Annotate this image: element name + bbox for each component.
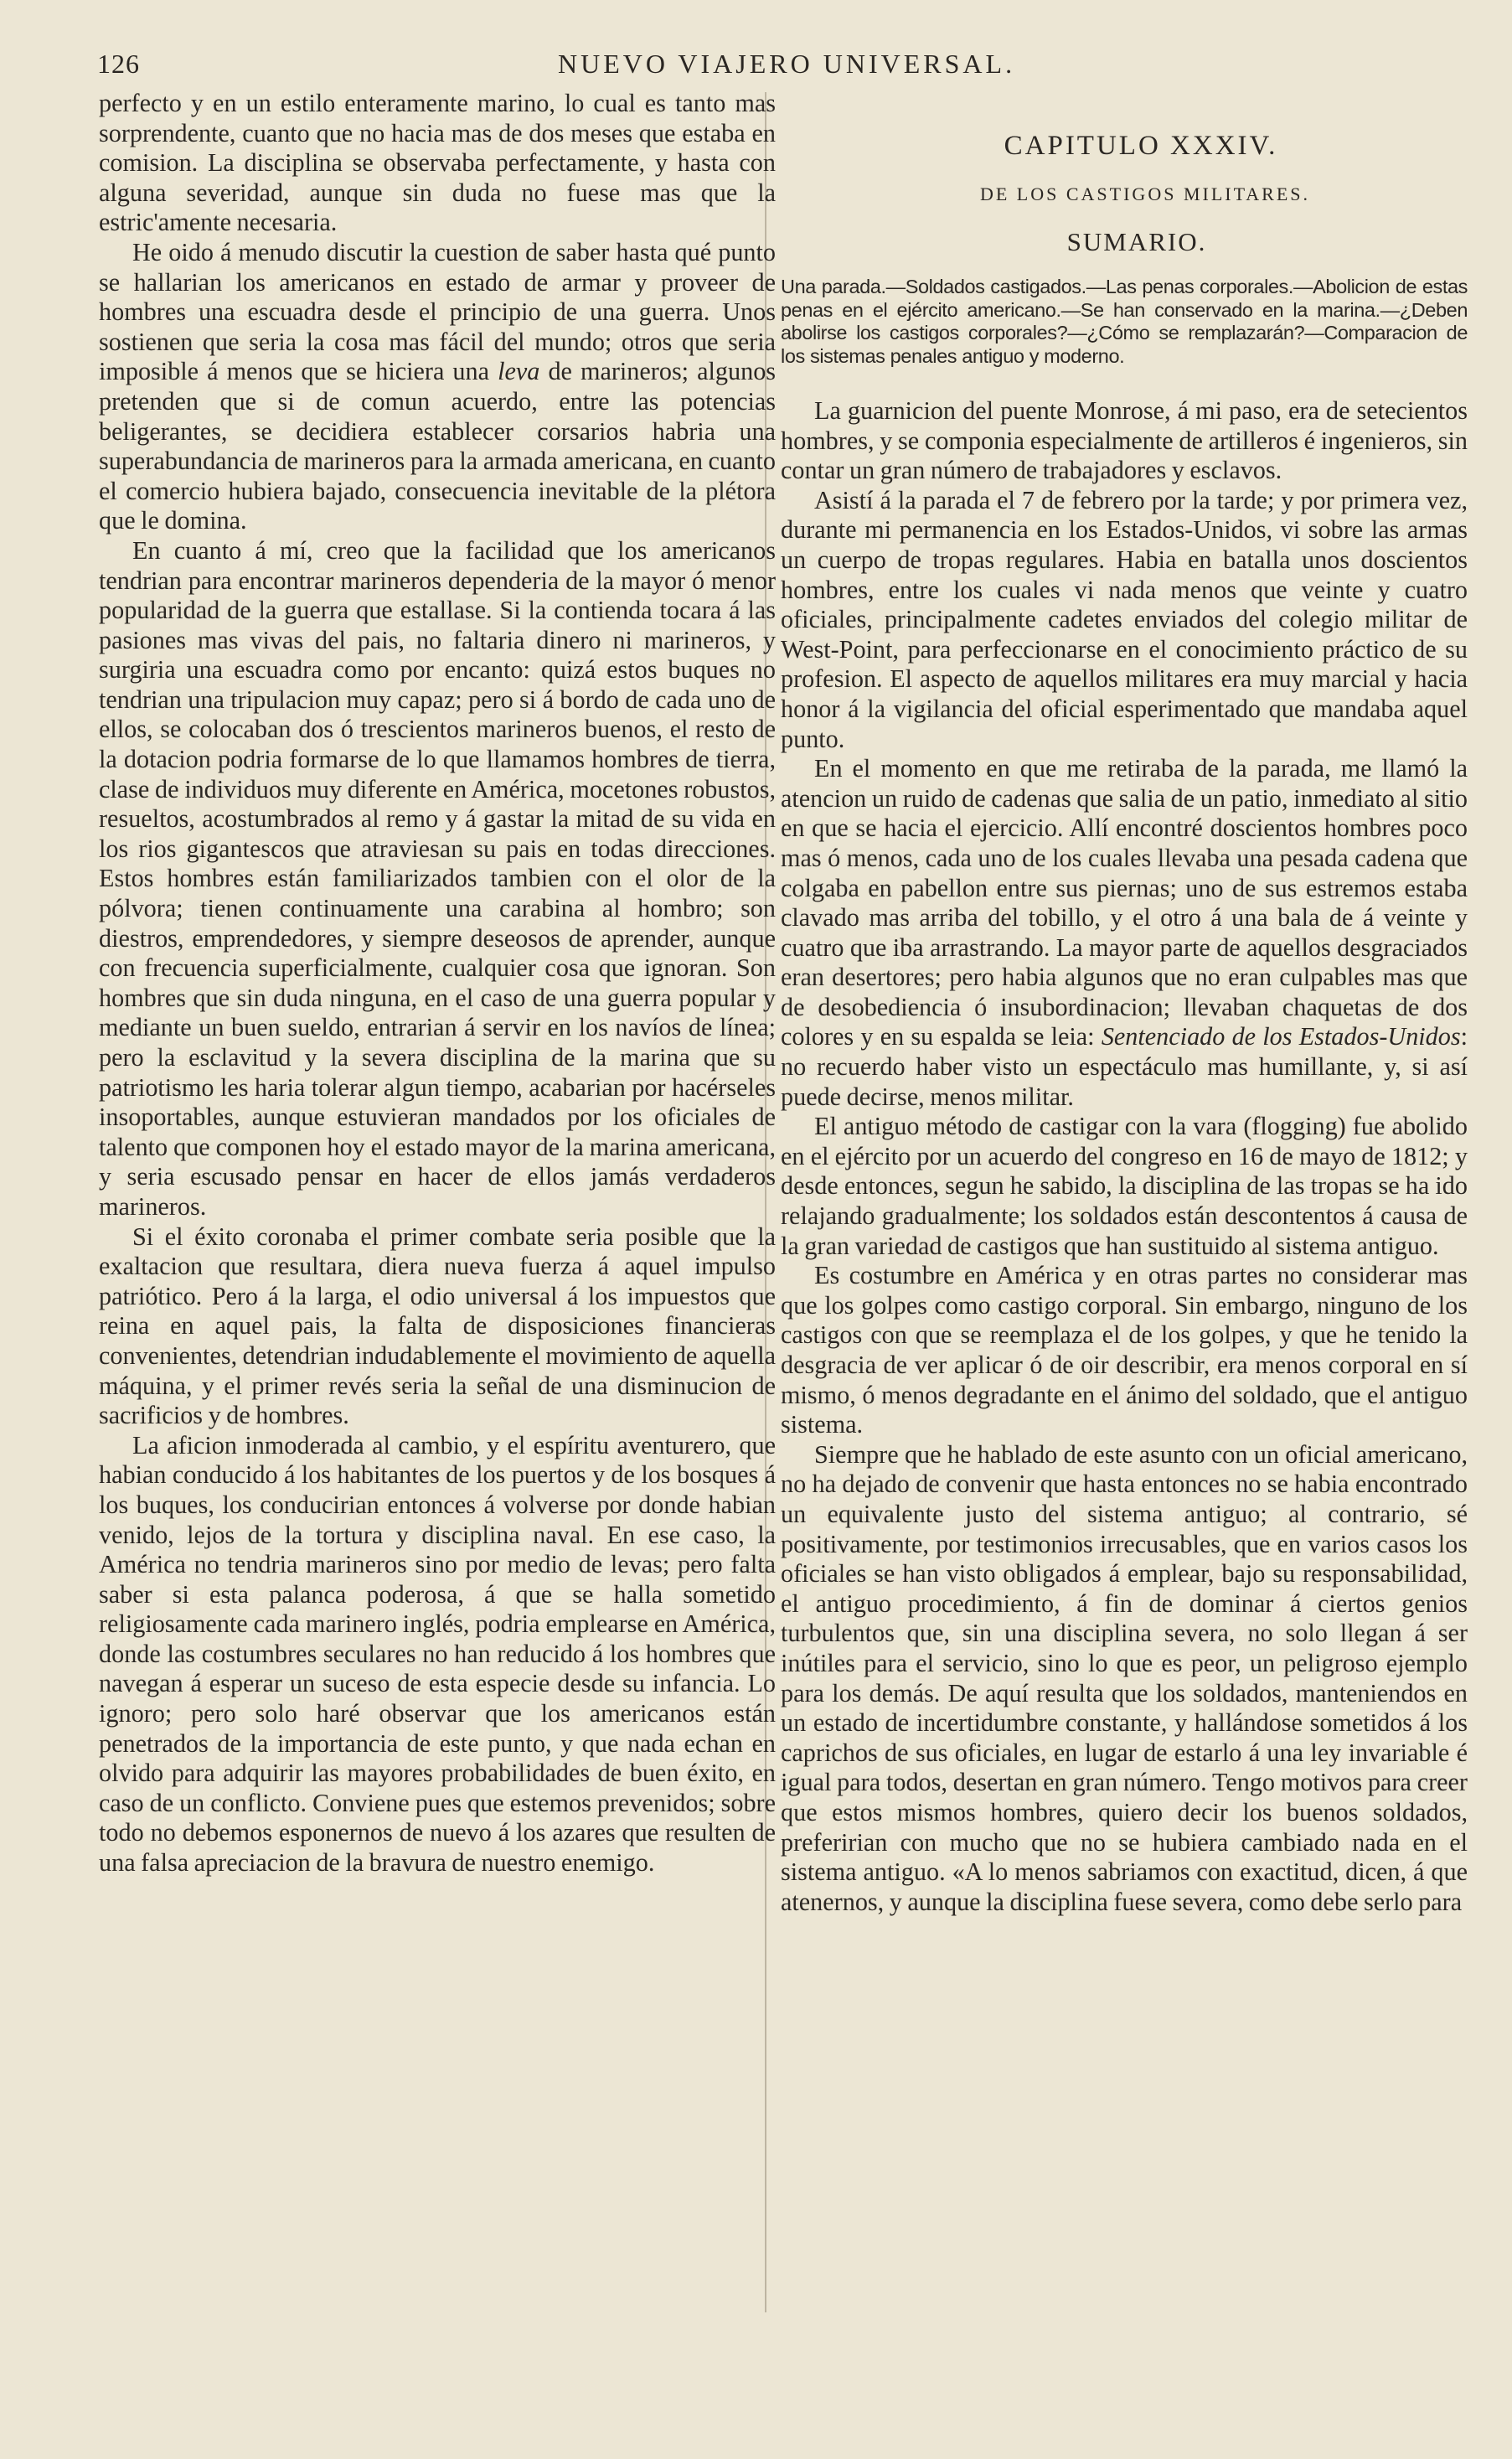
chapter-title: CAPITULO XXXIV.: [1004, 131, 1278, 161]
page-number: 126: [97, 49, 140, 79]
running-title: NUEVO VIAJERO UNIVERSAL.: [558, 49, 1016, 79]
text-run: : no recuerdo haber visto un espectáculo mas humillante, y, si así puede decirse, menos militar.: [781, 1022, 1468, 1111]
italic-term: leva: [498, 357, 540, 386]
left-column: [99, 89, 776, 1878]
paragraph: Es costumbre en América y en otras partes no considerar mas que los golpes como castigo corporal. Sin embargo, ninguno de los castigos con que se reemplaza el de los golpes, y que he tenido la desgracia de ver aplicar ó de oir describir, era menos corporal en sí mismo, ó menos degradante en el ánimo del soldado, que el antiguo sistema.: [781, 1261, 1468, 1439]
paragraph: Siempre que he hablado de este asunto con un oficial americano, no ha dejado de convenir que hasta entonces no se habia encontrado un equivalente justo del sistema antiguo; al contrario, sé positivamente, por testimonios irrecusables, que en varios casos los oficiales se han visto obligados á emplear, bajo su responsabilidad, el antiguo procedimiento, á fin de dominar á ciertos genios turbulentos que, sin una disciplina severa, no solo llegan á ser inútiles para el servicio, sino lo que es peor, un peligroso ejemplo para los demás. De aquí resulta que los soldados, manteniendos en un estado de incertidumbre constante, y hallándose sometidos á los caprichos de sus oficiales, en lugar de estarlo á una ley invariable é igual para todos, desertan en gran número. Tengo motivos para creer que estos mismos hombres, quiero decir los buenos soldados, preferirian con mucho que no se hubiera cambiado nada en el sistema antiguo. «A lo menos sabriamos con exactitud, dicen, á que atenernos, y aunque la disciplina fuese severa, como debe serlo para: [781, 1439, 1468, 1916]
paragraph: Asistí á la parada el 7 de febrero por la tarde; y por primera vez, durante mi permanencia en los Estados-Unidos, vi sobre las armas un cuerpo de tropas regulares. Habia en batalla unos doscientos hombres, entre los cuales vi nada menos que veinte y cuatro oficiales, principalmente cadetes enviados del colegio militar de West-Point, para perfeccionarse en el conocimiento práctico de su profesion. El aspecto de aquellos militares era muy marcial y hacia honor á la vigilancia del oficial esperimentado que mandaba aquel punto.: [781, 485, 1468, 753]
paragraph: Si el éxito coronaba el primer combate seria posible que la exaltacion que resultara, diera nueva fuerza á aquel impulso patriótico. Pero á la larga, el odio universal á los impuestos que reina en aquel pais, la falta de disposiciones financieras convenientes, detendrian indudablemente el movimiento de aquella máquina, y el primer revés seria la señal de una disminucion de sacrificios y de hombres.: [99, 1222, 776, 1430]
running-head: [97, 49, 1464, 82]
paragraph: En cuanto á mí, creo que la facilidad que los americanos tendrian para encontrar marineros dependeria de la mayor ó menor popularidad de la guerra que estallase. Si la contienda tocara á las pasiones mas vivas del pais, no faltaria dinero ni marineros, y surgiria una escuadra como por encanto: quizá estos buques no tendrian una tripulacion muy capaz; pero si á bordo de cada uno de ellos, se colocaban dos ó trescientos marineros buenos, el resto de la dotacion podria formarse de lo que llamamos hombres de tierra, clase de individuos muy diferente en América, mocetones robustos, resueltos, acostumbrados al remo y á gastar la mitad de su vida en los rios gigantescos que atraviesan su pais en todas direcciones. Estos hombres están familiarizados tambien con el olor de la pólvora; tienen continuamente una carabina al hombro; son diestros, emprendedores, y siempre deseosos de aprender, aunque con frecuencia superficialmente, cualquier cosa que ignoran. Son hombres que sin duda ninguna, en el caso de una guerra popular y mediante un buen sueldo, entrarian á servir en los navíos de línea; pero la esclavitud y la severa disciplina de la marina que su patriotismo les haria tolerar algun tiempo, acabarian por hacérseles insoportables, aunque estuvieran mandados por los oficiales de talento que componen hoy el estado mayor de la marina americana, y seria escusado pensar en hacer de ellos jamás verdaderos marineros.: [99, 535, 776, 1221]
summary-text: Una parada.—Soldados castigados.—Las penas corporales.—Abolicion de estas penas en el ejército americano.—Se han conservado en la marina.—¿Deben abolirse los castigos corporales?—¿Cómo se remplazarán?—Comparacion de los sistemas penales antiguo y moderno.: [781, 276, 1468, 367]
summary-heading: SUMARIO.: [1066, 227, 1207, 256]
text-run: He oido á menudo discutir la cuestion de saber hasta qué punto se hallarian los americanos en estado de armar y proveer de hombres una escuadra desde el principio de una guerra. Unos sostienen que seria la cosa mas fácil del mundo; otros que seria imposible á menos que se hiciera una: [99, 237, 776, 386]
text-run: de marineros; algunos pretenden que si de comun acuerdo, entre las potencias beligerantes, se decidiera establecer corsarios habria una superabundancia de marineros para la armada americana, en cuanto el comercio hubiera bajado, consecuencia inevitable de la plétora que le domina.: [99, 357, 777, 535]
text-run: En el momento en que me retiraba de la parada, me llamó la atencion un ruido de cadenas que salia de un patio, inmediato al sitio en que se hacia el ejercicio. Allí encontré doscientos hombres poco mas ó menos, cada uno de los cuales llevaba una pesada cadena que colgaba en pabellon entre sus piernas; uno de sus estremos estaba clavado mas arriba del tobillo, y el otro á una bala de á veinte y cuatro que iba arrastrando. La mayor parte de aquellos desgraciados eran desertores; pero habia algunos que no eran culpables mas que de desobediencia ó insubordinacion; llevaban chaquetas de dos colores y en su espalda se leia:: [781, 754, 1468, 1051]
paragraph: [99, 238, 776, 536]
italic-term: Sentenciado de los Estados-Unidos: [1101, 1022, 1461, 1051]
paragraph: perfecto y en un estilo enteramente marino, lo cual es tanto mas sorprendente, cuanto que no hacia mas de dos meses que estaba en comision. La disciplina se observaba perfectamente, y hasta con alguna severidad, aunque sin duda no fuese mas que la estric'amente necesaria.: [99, 89, 776, 237]
right-column: [781, 89, 1468, 1917]
paragraph: La guarnicion del puente Monrose, á mi paso, era de setecientos hombres, y se componia especialmente de artilleros é ingenieros, sin contar un gran número de trabajadores y esclavos.: [781, 396, 1468, 485]
paragraph: El antiguo método de castigar con la vara (flogging) fue abolido en el ejército por un acuerdo del congreso en 16 de mayo de 1812; y desde entonces, segun he sabido, la disciplina de las tropas se ha ido relajando gradualmente; los soldados están descontentos á causa de la gran variedad de castigos que han sustituido al sistema antiguo.: [781, 1112, 1468, 1260]
paragraph: La aficion inmoderada al cambio, y el espíritu aventurero, que habian conducido á los habitantes de los puertos y de los bosques á los buques, los conducirian entonces á volverse por donde habian venido, lejos de la tortura y disciplina naval. En ese caso, la América no tendria marineros sino por medio de levas; pero falta saber si esta palanca poderosa, á que se halla sometido religiosamente cada marinero inglés, podria emplearse en América, donde las costumbres seculares no han reducido á los hombres que navegan á esperar un suceso de esta especie desde su infancia. Lo ignoro; pero solo haré observar que los americanos están penetrados de la importancia de este punto, y que nada echan en olvido para adquirir las mayores probabilidades de buen éxito, en caso de un conflicto. Conviene pues que estemos prevenidos; sobre todo no debemos esponernos de nuevo á los azares que resulten de una falsa apreciacion de la bravura de nuestro enemigo.: [99, 1430, 776, 1878]
chapter-subtitle: DE LOS CASTIGOS MILITARES.: [979, 183, 1311, 204]
paragraph: [781, 754, 1468, 1112]
